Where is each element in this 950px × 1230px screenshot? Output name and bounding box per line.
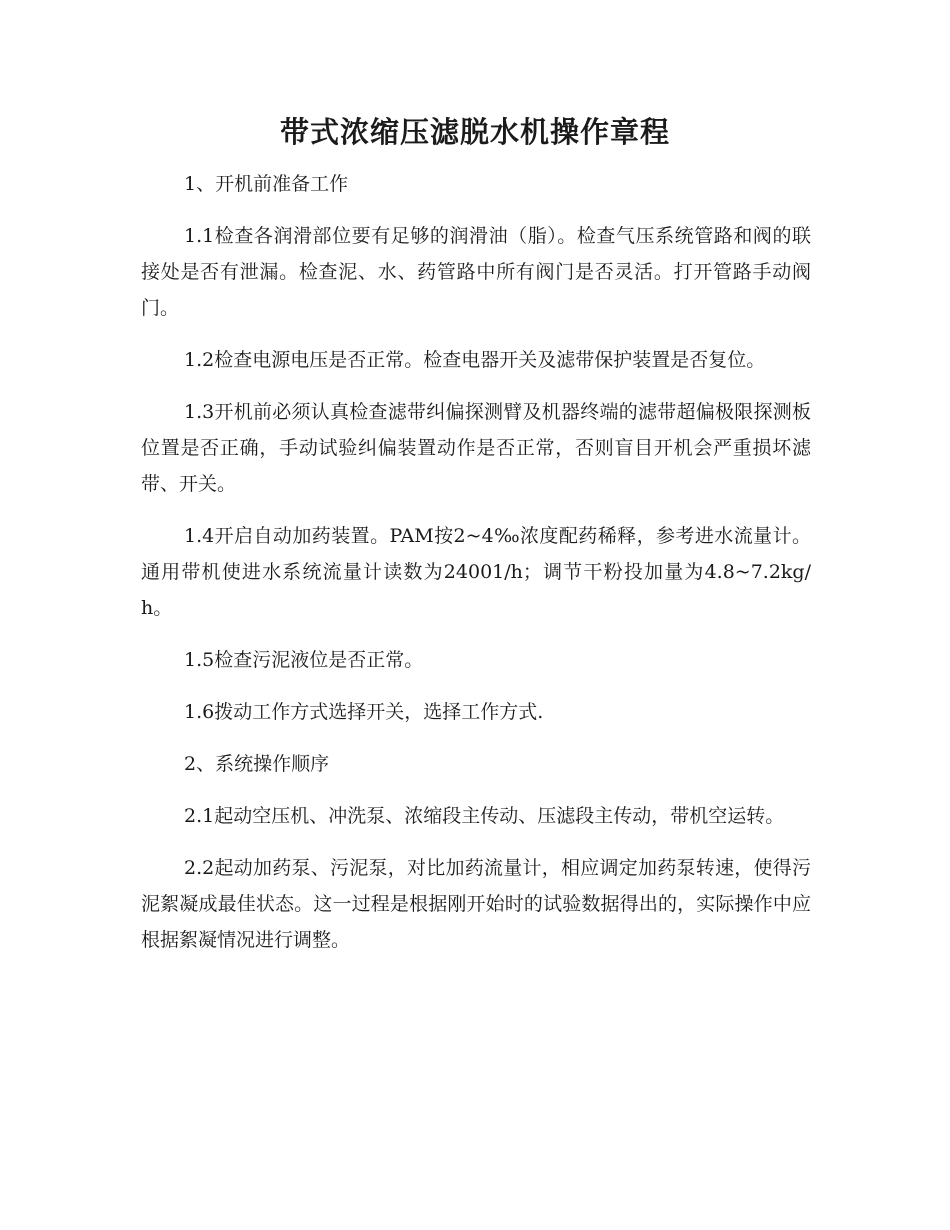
document-body	[141, 166, 811, 974]
paragraph-2-1: 2.1起动空压机、冲洗泵、浓缩段主传动、压滤段主传动，带机空运转。	[184, 805, 785, 827]
document-title: 带式浓缩压滤脱水机操作章程	[279, 115, 670, 149]
paragraph-1-5: 1.5检查污泥液位是否正常。	[184, 649, 424, 671]
paragraph-2-2: 2.2起动加药泵、污泥泵，对比加药流量计，相应调定加药泵转速，使得污泥絮凝成最佳状态。这一过程是根据刚开始时的试验数据得出的，实际操作中应根据絮凝情况进行调整。	[141, 857, 811, 951]
paragraph-1-4: 1.4开启自动加药装置。PAM按2~4‰浓度配药稀释，参考进水流量计。通用带机使进水系统流量计读数为24001/h；调节干粉投加量为4.8~7.2kg/h。	[141, 525, 811, 619]
paragraph-1-2: 1.2检查电源电压是否正常。检查电器开关及滤带保护装置是否复位。	[184, 349, 766, 371]
paragraph-1-1: 1.1检查各润滑部位要有足够的润滑油（脂）。检查气压系统管路和阀的联接处是否有泄漏。检查泥、水、药管路中所有阀门是否灵活。打开管路手动阀门。	[141, 225, 811, 319]
paragraph-1-6: 1.6拨动工作方式选择开关，选择工作方式.	[184, 701, 544, 723]
section-heading-1: 1、开机前准备工作	[184, 173, 349, 195]
section-heading-2: 2、系统操作顺序	[184, 753, 330, 775]
paragraph-1-3: 1.3开机前必须认真检查滤带纠偏探测臂及机器终端的滤带超偏极限探测板位置是否正确，手动试验纠偏装置动作是否正常，否则盲目开机会严重损坏滤带、开关。	[141, 401, 811, 495]
